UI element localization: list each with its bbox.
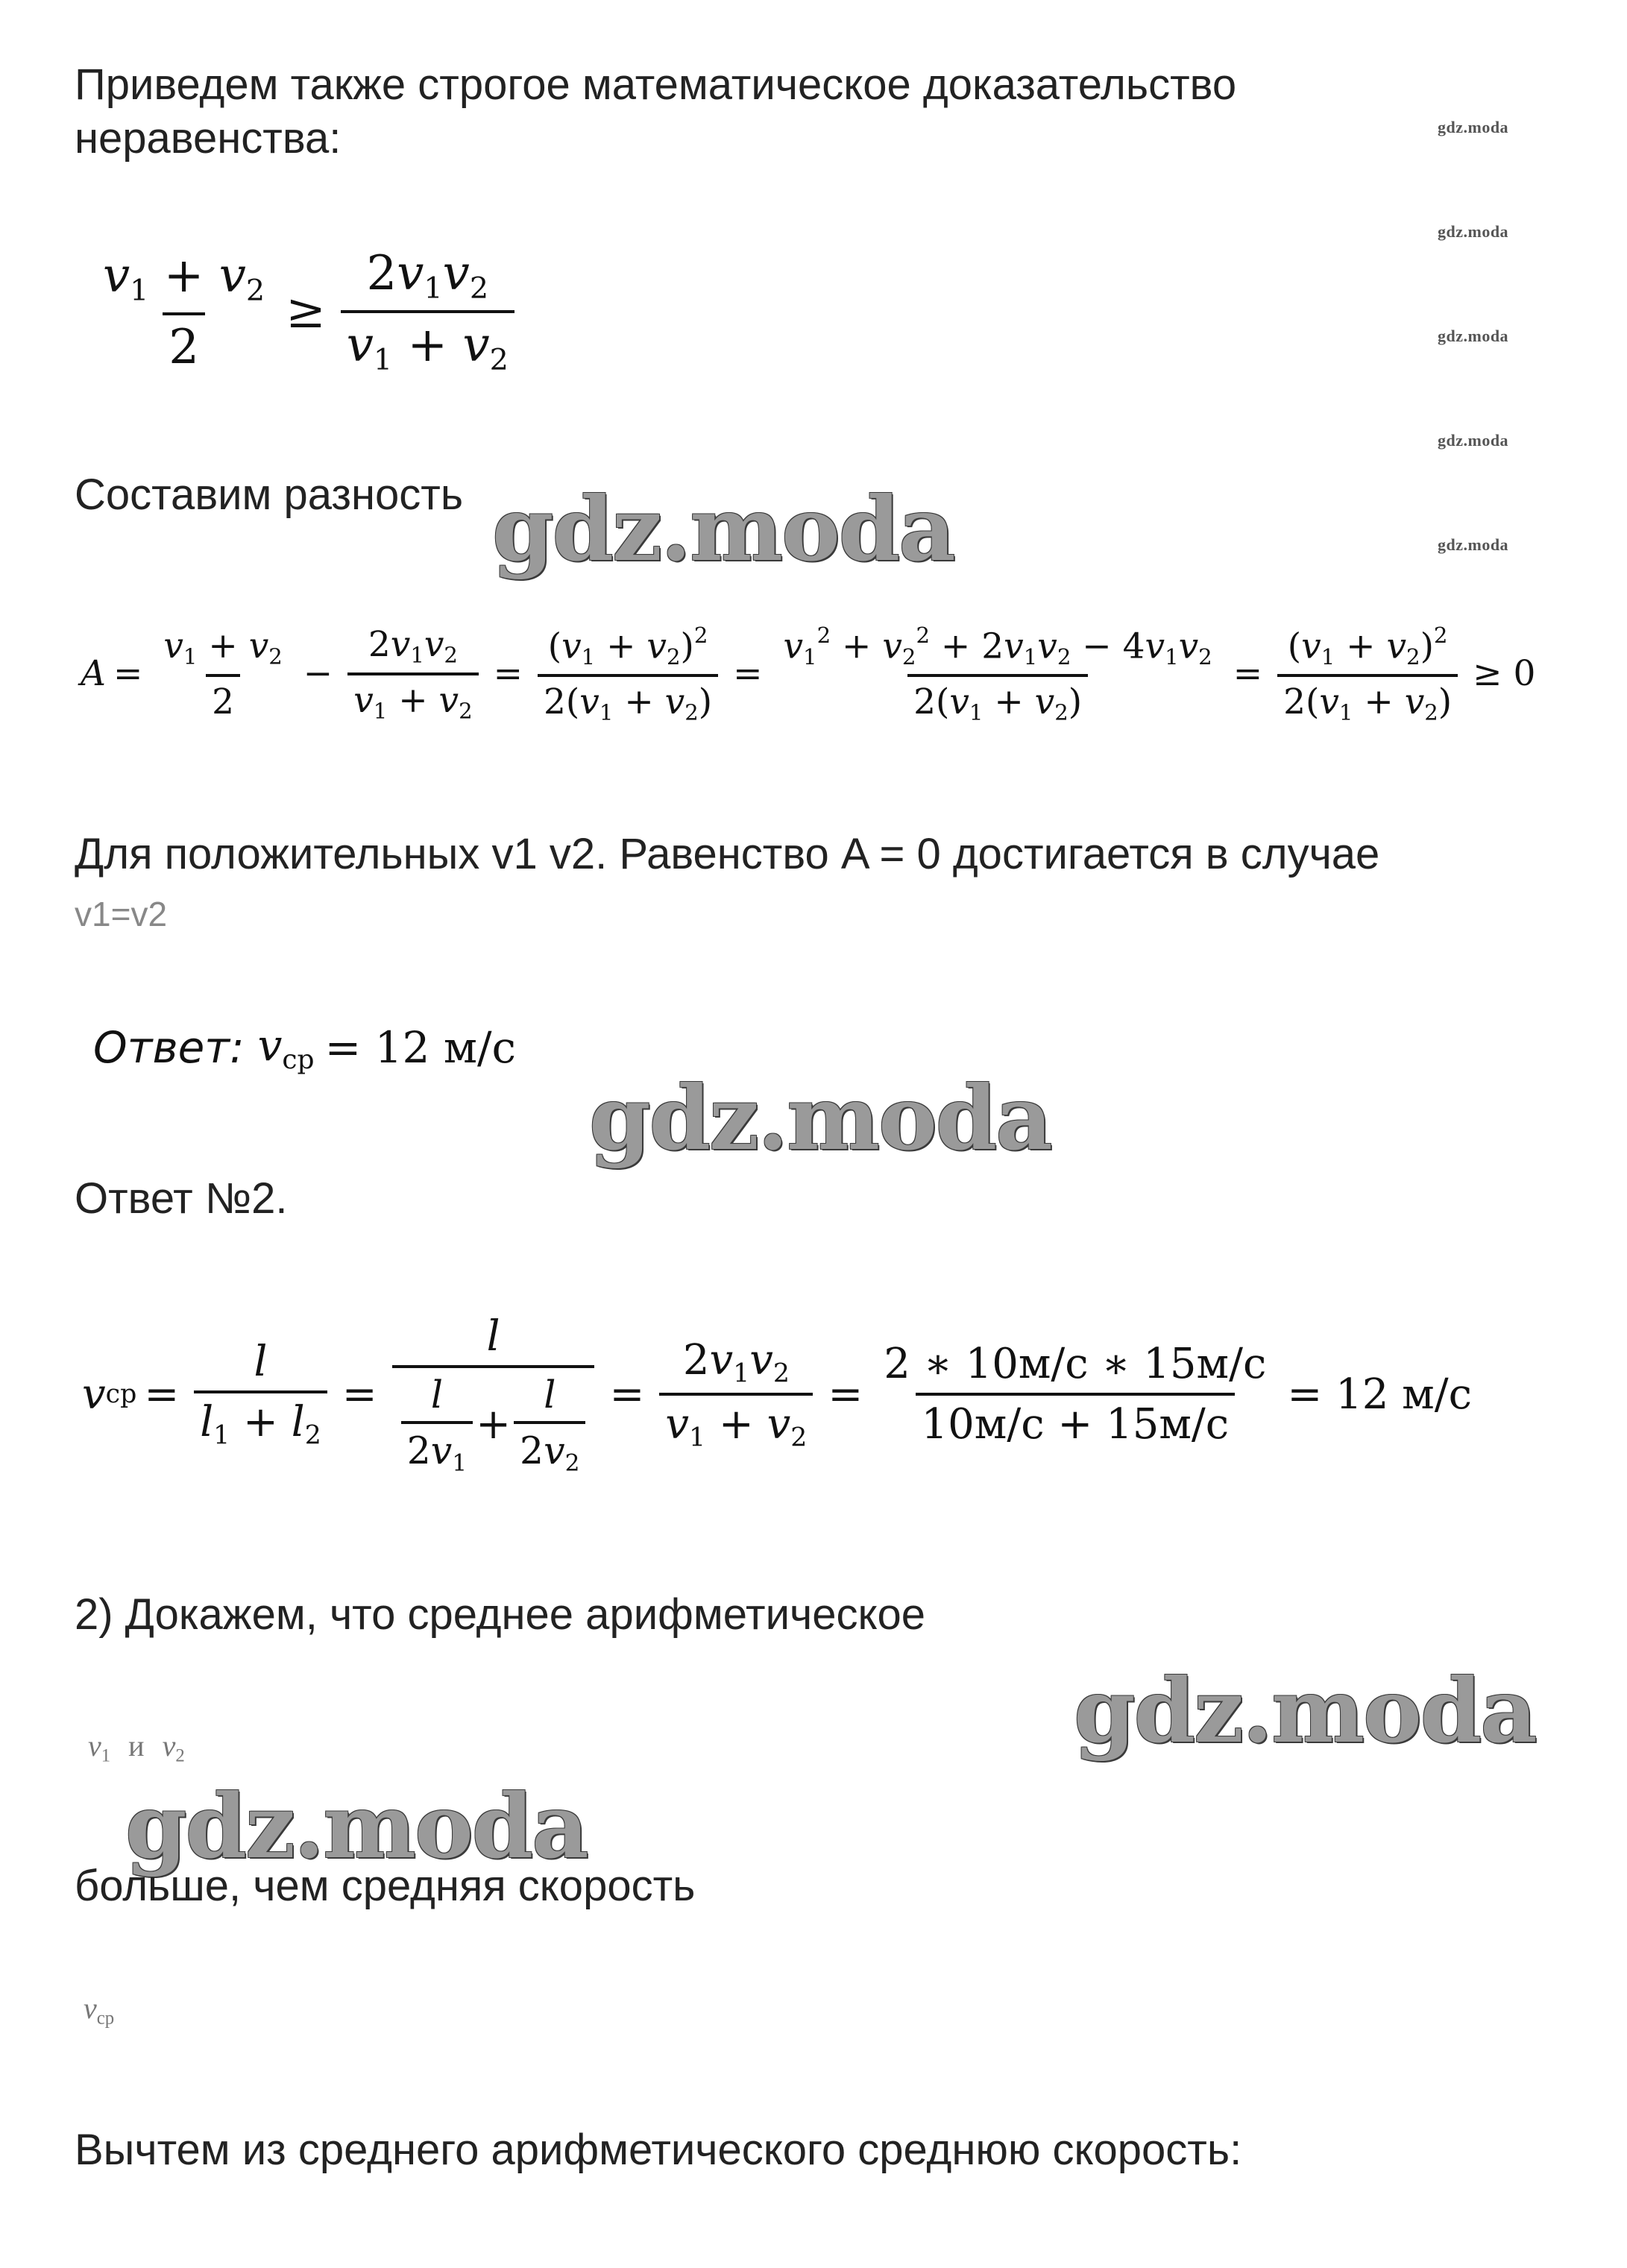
prove-text: 2) Докажем, что среднее арифметическое [75, 1590, 925, 1639]
formula-result: = 12 м/с [1287, 1370, 1472, 1419]
watermark-small: gdz.moda [1438, 535, 1509, 554]
var-v-avg: $v_{ср}$ [84, 1991, 115, 2029]
answer-value: = 12 м/с [324, 1021, 516, 1073]
watermark-large: gdz.moda [1074, 1659, 1536, 1763]
positive-text: Для положительных v1 v2. Равенство A = 0 достигается в случае [75, 830, 1380, 878]
watermark-small: gdz.moda [1438, 431, 1509, 450]
intro-line-2: неравенства: [75, 114, 342, 163]
average-speed-formula: v ср = $\frac{l}{l_1 + l_2}$ = l $\frac{l}{2v_1}$ + $\frac{l}{2v_2}$ = $\frac{2v_1v_2}{v_1 + v_2}$ = $\frac{2 ∗ 10м/с ∗ 15м/с}{10м/с + 15м/с}$ = 12 м/с [82, 1312, 1472, 1477]
formula-num: 2 ∗ 10м/с ∗ 15м/с [884, 1340, 1267, 1389]
watermark-small: gdz.moda [1438, 222, 1509, 241]
subtract-text: Вычтем из среднего арифметического среднюю скорость: [75, 2126, 1242, 2174]
watermark-large: gdz.moda [125, 1774, 588, 1878]
equality-case: v1=v2 [75, 895, 168, 933]
watermark-large: gdz.moda [589, 1066, 1051, 1170]
formula-den: 10м/с + 15м/с [916, 1393, 1236, 1449]
greater-text: больше, чем средняя скорость [75, 1862, 696, 1910]
difference-text: Составим разность [75, 470, 464, 519]
answer-label: Ответ: [93, 1021, 245, 1073]
watermark-small: gdz.moda [1438, 327, 1509, 345]
vars-v1-v2: $v_1$ и $v_2$ [88, 1729, 185, 1766]
inequality-formula: $\frac{v_1 + v_2}{2}$ ≥ $\frac{2v_1v_2}{v_1 + v_2}$ [89, 246, 522, 377]
watermark-small: gdz.moda [1438, 118, 1509, 136]
difference-formula: A = $\frac{v_1 + v_2}{2}$ − $\frac{2v_1v_2}{v_1 + v_2}$ = $\frac{(v_1 + v_2)^2}{2(v_1 + v_2)}$ = $\frac{v_1^2 + v_2^2 + 2v_1v_2 - 4v_1v_2}{2(v_1 + v_2)}$ = $\frac{(v_1 + v_2)^2}{2(v_1 + v_2)}$ ≥ 0 [81, 623, 1536, 725]
watermark-large: gdz.moda [492, 477, 954, 581]
answer-line: Ответ: $v_{ср}$ = 12 м/с [93, 1020, 516, 1075]
intro-line-1: Приведем также строгое математическое доказательство [75, 60, 1237, 109]
answer2-heading: Ответ №2. [75, 1174, 288, 1223]
